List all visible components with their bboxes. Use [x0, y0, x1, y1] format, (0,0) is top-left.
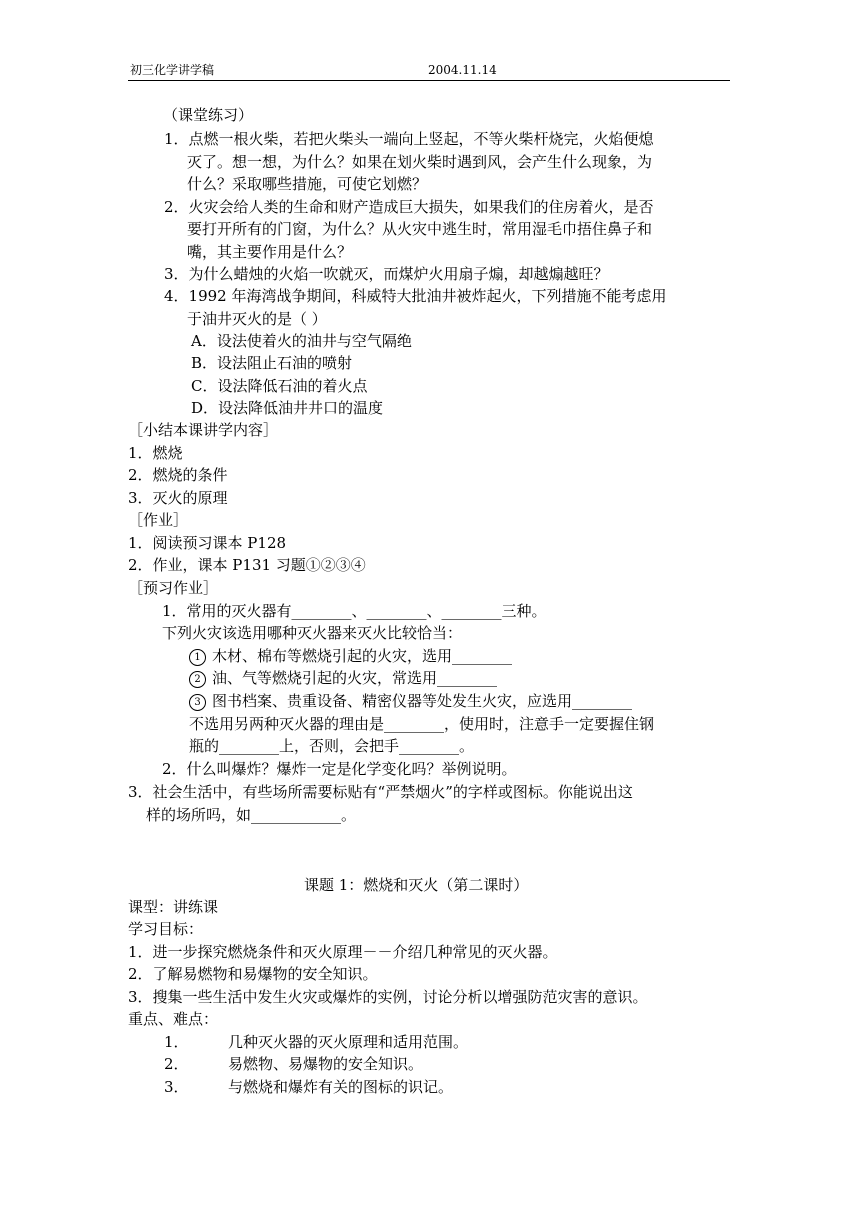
practice-q2-line2: 要打开所有的门窗，为什么？从火灾中逃生时，常用湿毛巾捂住鼻子和 — [187, 220, 653, 238]
preview-subitem-2-text: 油、气等燃烧引起的火灾，常选用________ — [212, 669, 498, 687]
practice-q1-line1: 1．点燃一根火柴，若把火柴头一端向上竖起，不等火柴杆烧完，火焰便熄 — [164, 130, 654, 148]
preview-subitem-1-text: 木材、棉布等燃烧引起的火灾，选用________ — [212, 647, 513, 665]
key-point-text: 几种灭火器的灭火原理和适用范围。 — [228, 1033, 469, 1051]
header-rule — [128, 80, 730, 81]
key-points-title: 重点、难点： — [128, 1010, 219, 1028]
goal-item: 1．进一步探究燃烧条件和灭火原理－－介绍几种常见的灭火器。 — [128, 943, 558, 961]
practice-q1-line3: 什么？采取哪些措施，可使它划燃？ — [187, 175, 428, 193]
preview-reason-line1: 不选用另两种灭火器的理由是________，使用时，注意手一定要握住钢 — [189, 715, 655, 733]
practice-option-b: B．设法阻止石油的喷射 — [191, 354, 353, 372]
circled-number: 2 — [189, 671, 206, 688]
preview-q1-prompt: 下列火灾该选用哪种灭火器来灭火比较恰当： — [162, 624, 463, 642]
circled-number: 1 — [189, 649, 206, 666]
circled-number: 3 — [189, 694, 206, 711]
key-point-text: 与燃烧和爆炸有关的图标的识记。 — [228, 1078, 454, 1096]
key-point — [164, 1077, 453, 1097]
key-point — [164, 1054, 423, 1074]
key-point-text: 易燃物、易爆物的安全知识。 — [228, 1055, 424, 1073]
practice-q3: 3．为什么蜡烛的火焰一吹就灭，而煤炉火用扇子煽，却越煽越旺？ — [164, 265, 609, 283]
key-point — [164, 1032, 468, 1052]
homework-item: 2．作业，课本 P131 习题①②③④ — [128, 556, 366, 574]
practice-q2-line1: 2．火灾会给人类的生命和财产造成巨大损失，如果我们的住房着火，是否 — [164, 198, 654, 216]
practice-option-d: D．设法降低油井井口的温度 — [191, 399, 384, 417]
preview-reason-line2: 瓶的________上，否则，会把手________。 — [189, 737, 475, 755]
preview-title: ［预习作业］ — [128, 579, 219, 597]
practice-q2-line3: 嘴，其主要作用是什么？ — [187, 243, 353, 261]
preview-subitem-3-text: 图书档案、贵重设备、精密仪器等处发生火灾，应选用________ — [212, 692, 633, 710]
summary-title: ［小结本课讲学内容］ — [128, 421, 279, 439]
preview-q3-line2: 样的场所吗，如____________。 — [146, 806, 357, 824]
key-point-number: 3． — [164, 1078, 189, 1096]
summary-item: 2．燃烧的条件 — [128, 466, 228, 484]
preview-q1: 1．常用的灭火器有________、________、________三种。 — [162, 602, 547, 620]
lesson-title: 课题 1：燃烧和灭火（第二课时） — [304, 876, 529, 894]
key-point-number: 1． — [164, 1033, 189, 1051]
lesson-type: 课型：讲练课 — [128, 898, 219, 916]
preview-subitem-3 — [189, 691, 632, 711]
preview-q3-line1: 3．社会生活中，有些场所需要标贴有“严禁烟火”的字样或图标。你能说出这 — [128, 783, 633, 801]
homework-item: 1．阅读预习课本 P128 — [128, 534, 287, 552]
practice-option-c: C．设法降低石油的着火点 — [191, 377, 368, 395]
goal-item: 3．搜集一些生活中发生火灾或爆炸的实例，讨论分析以增强防范灾害的意识。 — [128, 988, 648, 1006]
homework-title: ［作业］ — [128, 511, 189, 529]
practice-q4-line1: 4．1992 年海湾战争期间，科威特大批油井被炸起火，下列措施不能考虑用 — [164, 287, 667, 305]
header-title: 初三化学讲学稿 — [130, 63, 215, 77]
key-point-number: 2． — [164, 1055, 189, 1073]
practice-option-a: A．设法使着火的油井与空气隔绝 — [191, 332, 412, 350]
practice-title: （课堂练习） — [163, 106, 254, 124]
preview-subitem-2 — [189, 668, 497, 688]
header-date: 2004.11.14 — [428, 63, 497, 77]
practice-q4-line2: 于油井灭火的是（ ） — [187, 310, 327, 328]
preview-subitem-1 — [189, 646, 512, 666]
goals-title: 学习目标： — [128, 920, 204, 938]
goal-item: 2．了解易燃物和易爆物的安全知识。 — [128, 965, 378, 983]
summary-item: 3．灭火的原理 — [128, 489, 228, 507]
practice-q1-line2: 灭了。想一想，为什么？如果在划火柴时遇到风，会产生什么现象，为 — [187, 153, 653, 171]
summary-item: 1．燃烧 — [128, 444, 183, 462]
preview-q2: 2．什么叫爆炸？爆炸一定是化学变化吗？举例说明。 — [162, 760, 517, 778]
